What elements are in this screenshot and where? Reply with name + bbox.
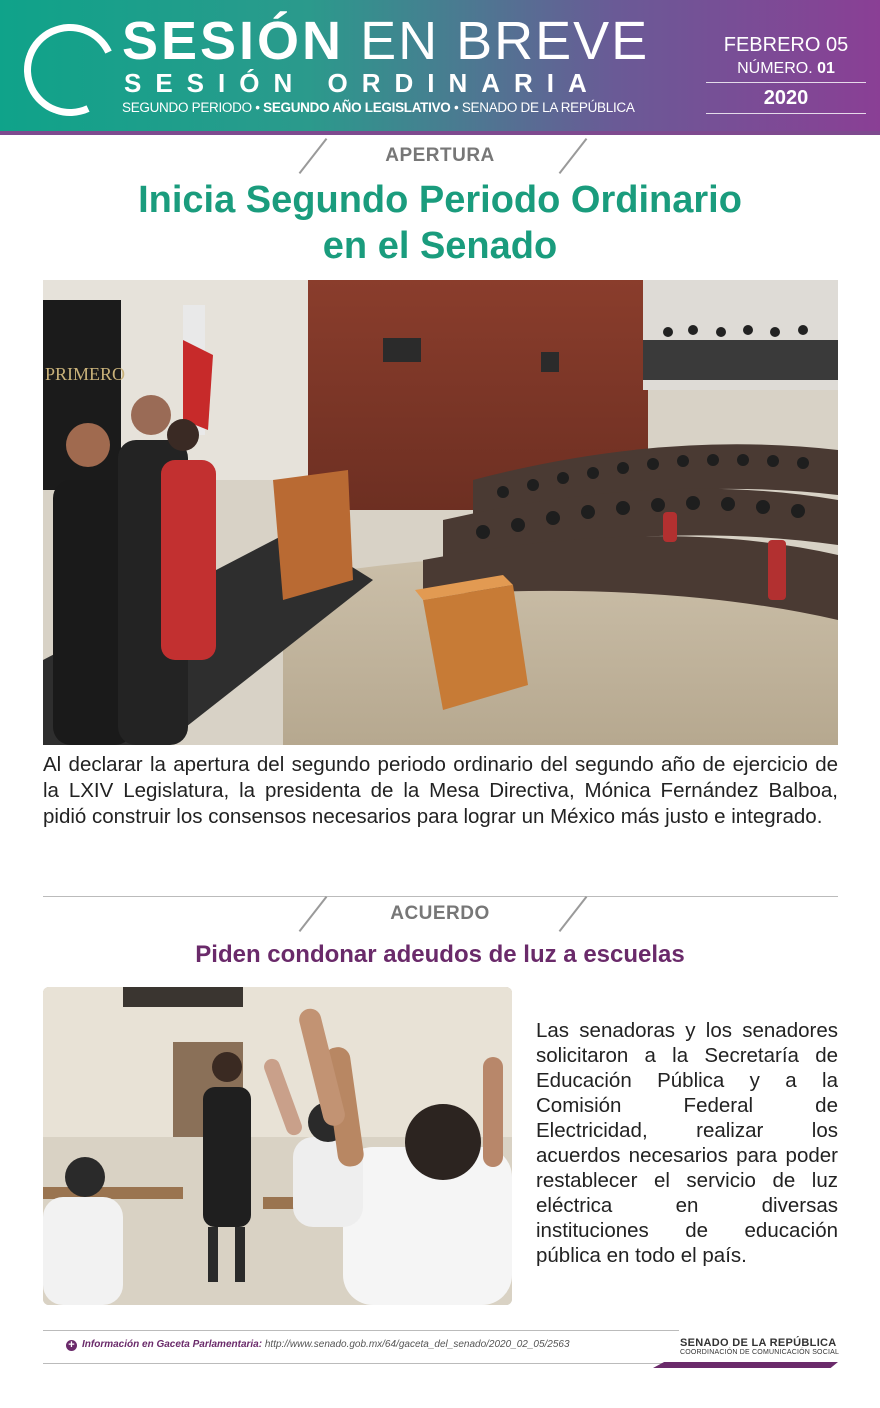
footer-org-sub: COORDINACIÓN DE COMUNICACIÓN SOCIAL	[680, 1349, 840, 1356]
section-label-apertura: APERTURA	[385, 145, 495, 166]
issue-year: 2020	[763, 87, 809, 109]
logo-ring-icon	[11, 11, 129, 129]
photo-banner-text: PRIMERO	[45, 364, 126, 384]
footer-org-name: SENADO DE LA REPÚBLICA	[680, 1337, 837, 1349]
header-banner	[0, 0, 880, 135]
periodo-b: SEGUNDO AÑO LEGISLATIVO	[263, 100, 451, 115]
senate-chamber-illustration	[43, 280, 838, 745]
date-divider	[706, 82, 866, 83]
periodo-a: SEGUNDO PERIODO	[122, 100, 252, 115]
periodo-c: SENADO DE LA REPÚBLICA	[461, 100, 635, 115]
plus-circle-icon: +	[66, 1340, 77, 1351]
footer-organization	[680, 1337, 839, 1356]
bullet-1: •	[255, 100, 260, 115]
acuerdo-body-text: Las senadoras y los senadores solicitaron a la Secretaría de Educación Pública y a la Comisión Federal de Electricidad, realizar los acuerdos necesarios para poder restablecer el servicio de luz eléctrica en diversas instituciones de educación pública en todo el país.	[536, 1019, 838, 1267]
issue-number-value: 01	[817, 60, 835, 77]
gaceta-label: Información en Gaceta Parlamentaria:	[82, 1339, 263, 1350]
title-bold: SESIÓN	[122, 11, 345, 71]
publication-title	[122, 10, 649, 72]
gaceta-link[interactable]: http://www.senado.gob.mx/64/gaceta_del_senado/2020_02_05/2563	[264, 1339, 570, 1350]
apertura-body-text: Al declarar la apertura del segundo periodo ordinario del segundo año de ejercicio de la LXIV Legislatura, la presidenta de la Mesa Directiva, Mónica Fernández Balboa, pidió construir los consensos necesarios para lograr un México más justo e integrado.	[43, 753, 838, 828]
classroom-illustration	[43, 987, 512, 1305]
publication-subtitle: SESIÓN ORDINARIA	[124, 68, 601, 98]
headline-acuerdo: Piden condonar adeudos de luz a escuelas	[195, 941, 685, 968]
senate-chamber-photo	[43, 280, 838, 745]
headline-apertura-line2: en el Senado	[322, 225, 558, 267]
date-divider-bottom	[706, 113, 866, 114]
headline-apertura	[40, 177, 840, 269]
classroom-photo	[43, 987, 512, 1305]
issue-number	[706, 58, 866, 80]
gaceta-info	[82, 1339, 570, 1350]
issue-date-box	[706, 32, 866, 116]
section-divider	[43, 896, 838, 897]
banner-underline	[0, 131, 880, 135]
section-label-acuerdo: ACUERDO	[390, 903, 490, 924]
bullet-2: •	[453, 100, 459, 115]
issue-date: FEBRERO 05	[723, 34, 849, 56]
headline-apertura-line1: Inicia Segundo Periodo Ordinario	[138, 179, 742, 221]
footer-accent-bar	[653, 1362, 838, 1368]
periodo-line	[122, 98, 635, 118]
issue-number-label: NÚMERO.	[737, 60, 813, 77]
title-light: EN BREVE	[360, 11, 650, 71]
